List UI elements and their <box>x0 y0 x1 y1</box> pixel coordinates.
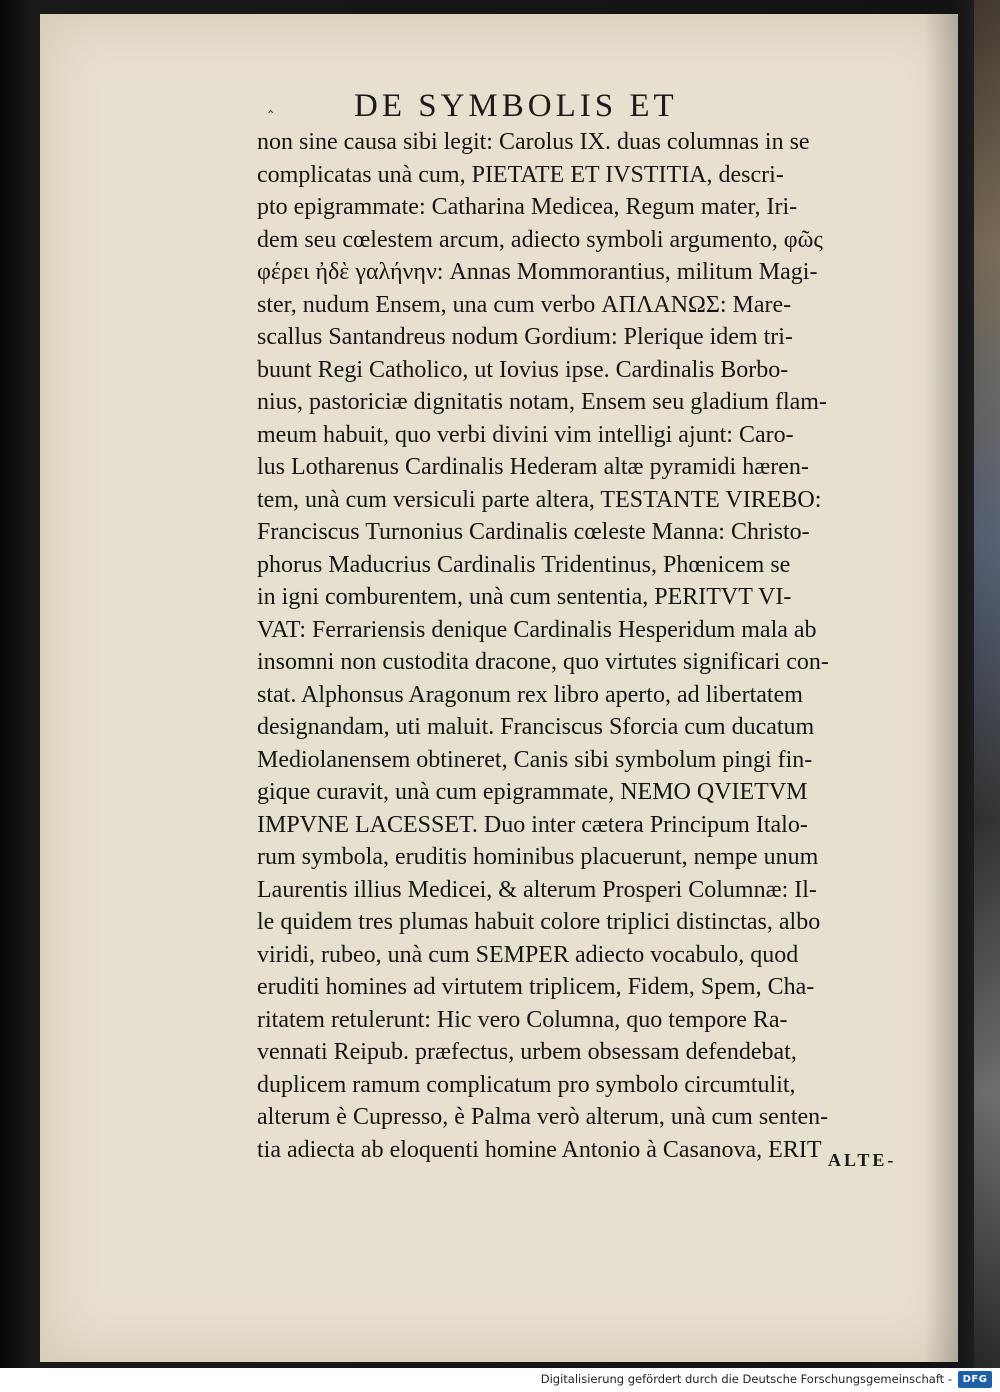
text-line: Mediolanensem obtineret, Canis sibi symbolum pingi fin- <box>257 746 813 773</box>
text-line: dem seu cœlestem arcum, adiecto symboli argumento, φῶς <box>257 226 823 253</box>
text-line: Laurentis illius Medicei, & alterum Prosperi Columnæ: Il- <box>257 876 817 903</box>
running-header: DE SYMBOLIS ET <box>354 88 678 124</box>
text-line: meum habuit, quo verbi divini vim intelligi ajunt: Caro- <box>257 421 794 448</box>
text-line: phorus Maducrius Cardinalis Tridentinus, Phœnicem se <box>257 551 791 578</box>
text-line: stat. Alphonsus Aragonum rex libro aperto, ad libertatem <box>257 681 803 708</box>
dfg-logo-icon: DFG <box>958 1371 992 1388</box>
text-line: alterum è Cupresso, è Palma verò alterum, unà cum senten- <box>257 1104 829 1130</box>
text-line: Franciscus Turnonius Cardinalis cœleste Manna: Christo- <box>257 519 810 545</box>
text-line: pto epigrammate: Catharina Medicea, Regum mater, Iri- <box>257 194 798 220</box>
text-line: complicatas unà cum, PIETATE ET IVSTITIA, descri- <box>257 161 784 188</box>
text-line: lus Lotharenus Cardinalis Hederam altæ pyramidi hæren- <box>257 454 809 480</box>
text-line: tem, unà cum versiculi parte altera, TESTANTE VIREBO: <box>257 486 822 513</box>
text-line: non sine causa sibi legit: Carolus IX. duas columnas in se <box>257 129 810 155</box>
page-edge-strip <box>974 0 1000 1368</box>
text-line: tia adiecta ab eloquenti homine Antonio à Casanova, ERIT <box>257 1136 822 1163</box>
catchword: ALTE- <box>828 1150 897 1170</box>
text-line: le quidem tres plumas habuit colore triplici distinctas, albo <box>257 909 821 935</box>
text-line: φέρει ἠδὲ γαλήνην: Annas Mommorantius, militum Magi- <box>257 259 818 285</box>
text-line: designandam, uti maluit. Franciscus Sforcia cum ducatum <box>257 714 815 740</box>
margin-mark: ‸ <box>268 94 274 113</box>
text-line: ster, nudum Ensem, una cum verbo ΑΠΛΑΝΩΣ: Mare- <box>257 291 792 318</box>
footer-credit: Digitalisierung gefördert durch die Deutsche Forschungsgemeinschaft - <box>540 1372 952 1386</box>
text-line: duplicem ramum complicatum pro symbolo circumtulit, <box>257 1071 796 1098</box>
text-line: nius, pastoriciæ dignitatis notam, Ensem seu gladium flam- <box>257 389 827 415</box>
digitization-footer <box>0 1368 1000 1392</box>
text-line: vennati Reipub. præfectus, urbem obsessam defendebat, <box>257 1039 797 1065</box>
page-text <box>257 126 905 1166</box>
text-line: rum symbola, eruditis hominibus placuerunt, nempe unum <box>257 844 819 870</box>
text-line: buunt Regi Catholico, ut Iovius ipse. Cardinalis Borbo- <box>257 356 789 383</box>
text-line: VAT: Ferrariensis denique Cardinalis Hesperidum mala ab <box>257 616 817 643</box>
text-line: ritatem retulerunt: Hic vero Columna, quo tempore Ra- <box>257 1006 788 1033</box>
text-line: insomni non custodita dracone, quo virtutes significari con- <box>257 649 829 675</box>
text-line: eruditi homines ad virtutem triplicem, Fidem, Spem, Cha- <box>257 974 815 1000</box>
text-line: IMPVNE LACESSET. Duo inter cætera Principum Italo- <box>257 811 808 838</box>
text-line: gique curavit, unà cum epigrammate, NEMO QVIETVM <box>257 779 808 805</box>
text-line: scallus Santandreus nodum Gordium: Plerique idem tri- <box>257 324 793 350</box>
text-line: in igni comburentem, unà cum sententia, PERITVT VI- <box>257 584 792 610</box>
text-line: viridi, rubeo, unà cum SEMPER adiecto vocabulo, quod <box>257 941 799 968</box>
